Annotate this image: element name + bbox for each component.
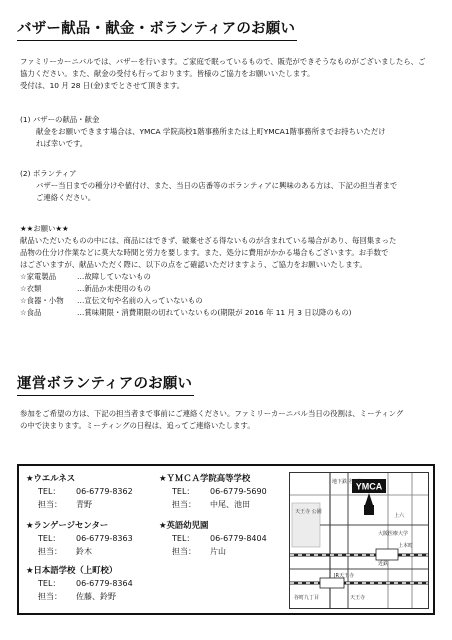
item2-body-2: ご連絡ください。 [36, 193, 96, 202]
item1-body-2: れば幸いです。 [36, 139, 88, 148]
condition-value: …新品か未使用のもの [77, 284, 151, 293]
medical-label: 大阪医療大学 [378, 531, 409, 537]
contact-staff: 担当： 佐藤、鈴野 [38, 592, 116, 601]
item1-body-1: 献金をお願いできます場合は、YMCA 学院高校1階事務所または上町YMCA1階事務所までお持ちいただけ [36, 127, 386, 136]
intro-line-2: 協力ください。また、献金の受付も行っております。皆様のご協力をお願いいたします。 [20, 69, 315, 78]
ymca-building [364, 505, 374, 515]
intro-line-3: 受付は、10 月 28 日(金)までとさせて頂きます。 [20, 81, 185, 90]
condition-label: ☆家電製品 [20, 272, 57, 281]
contact-tel: TEL： 06-6779-5690 [172, 487, 267, 496]
station-marker [320, 578, 344, 588]
station-marker [376, 549, 398, 560]
ueroku-label: 上六 [394, 513, 405, 519]
tennoji-label: 天王寺 [350, 595, 366, 601]
contact-staff: 担当： 青野 [38, 500, 92, 509]
section2-body-1: 参加をご希望の方は、下記の担当者まで事前にご連絡ください。ファミリーカーニバル当日の役割は、ミーティング [20, 409, 404, 418]
contact-staff: 担当： 片山 [172, 547, 226, 556]
condition-value: …故障していないもの [77, 272, 151, 281]
contact-name: ★ウエルネス [26, 473, 76, 483]
section2-body-2: の中で決まります。ミーティングの日程は、追ってご連絡いたします。 [20, 421, 255, 430]
request-body-3: はございますが、献品いただく際に、以下の点をご確認いただけますよう、ご協力をお願いいたします。 [20, 260, 367, 269]
condition-label: ☆食器・小物 [20, 296, 64, 305]
subway-label: 地下鉄 谷町線 [332, 479, 364, 485]
jr-label: JR天王寺 [334, 573, 354, 579]
section2-title: 運営ボランティアのお願い [17, 372, 192, 393]
contact-box [17, 464, 435, 615]
title-underline [17, 40, 297, 42]
condition-label: ☆衣類 [20, 284, 42, 293]
contact-name: ★英語幼児園 [159, 520, 209, 530]
request-body-1: 献品いただいたものの中には、商品にはできず、破棄せざる得ないものが含まれている場合があり、毎回集まった [20, 236, 397, 245]
contact-staff: 担当： 中尾、池田 [172, 500, 250, 509]
contact-tel: TEL： 06-6779-8362 [38, 487, 133, 496]
section1-title: バザー献品・献金・ボランティアのお願い [17, 17, 295, 38]
kintetsu-label: 近鉄 [378, 561, 389, 567]
contact-name: ★ＹＭＣＡ学院高等学校 [159, 473, 251, 483]
item2-body-1: バザー当日までの種分けや値付け、また、当日の店番等のボランティアに興味のある方は、下記の担当者まで [36, 181, 398, 190]
request-body-2: 品物の仕分け作業などに莫大な時間と労力を要します。また、処分に費用がかかる場合もございます。お手数で [20, 248, 389, 257]
item1-title: (1) バザーの献品・献金 [20, 115, 100, 124]
intro-line-1: ファミリーカーニバルでは、バザーを行います。ご家庭で眠っているもので、販売ができそうなものがございましたら、ご [20, 57, 426, 66]
map-graphic [290, 473, 428, 608]
contact-name: ★ランゲージセンター [26, 520, 109, 530]
access-map [289, 472, 429, 609]
condition-value: …賞味期限・消費期限の切れていないもの(期限が 2016 年 11 月 3 日以降のもの) [77, 308, 352, 317]
contact-tel: TEL： 06-6779-8363 [38, 534, 133, 543]
item2-title: (2) ボランティア [20, 169, 77, 178]
condition-label: ☆食品 [20, 308, 42, 317]
contact-staff: 担当： 鈴木 [38, 547, 92, 556]
title-underline [17, 395, 194, 397]
contact-name: ★日本語学校（上町校） [26, 565, 118, 575]
contact-tel: TEL： 06-6779-8364 [38, 579, 133, 588]
ymca-label: YMCA [355, 481, 383, 492]
contact-tel: TEL： 06-6779-8404 [172, 534, 267, 543]
request-title: ★★お願い★★ [20, 224, 69, 233]
condition-value: …宣伝文句や名前の入っていないもの [77, 296, 203, 305]
park-label: 天王寺 公園 [295, 509, 322, 515]
uehommachi-label: 上本町 [398, 543, 414, 549]
tanimachi-label: 谷町九丁目 [294, 595, 320, 601]
